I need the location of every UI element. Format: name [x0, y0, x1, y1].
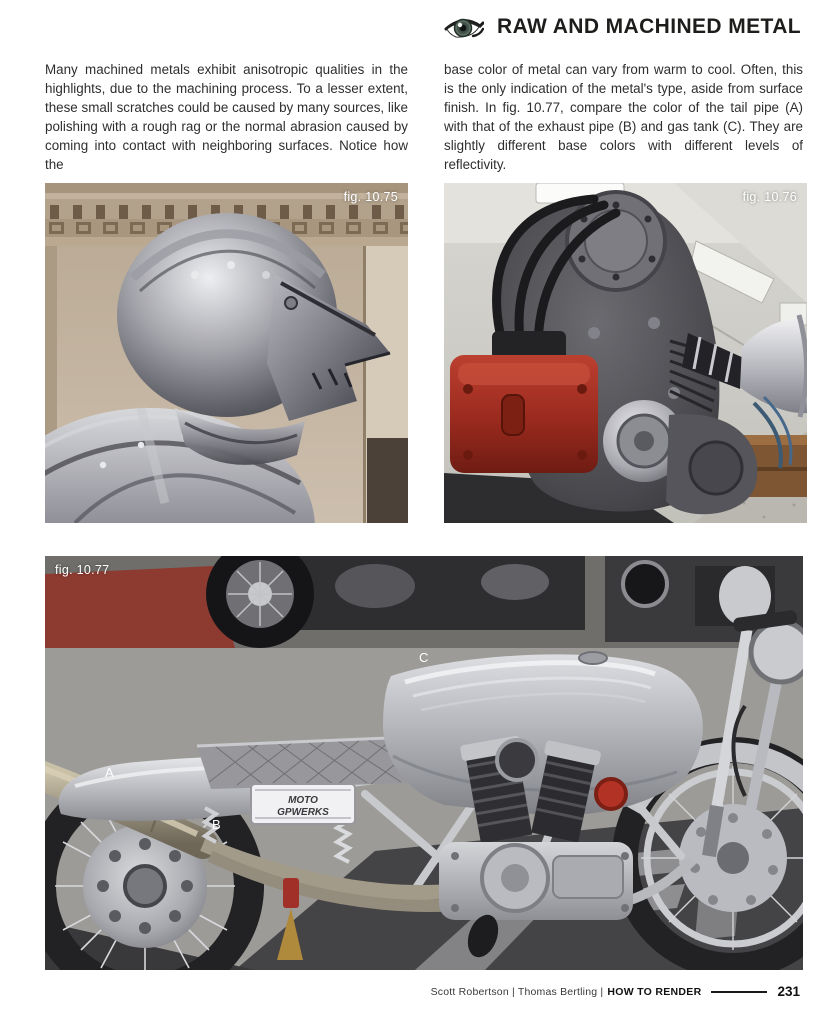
figure-label: fig. 10.75 [343, 190, 398, 204]
motorcycle-illustration [45, 556, 803, 970]
annotation-gas-tank: C [419, 650, 429, 665]
footer-authors: Scott Robertson | Thomas Bertling | [430, 985, 604, 998]
annotation-exhaust-pipe: B [212, 817, 221, 832]
figure-armor-photo [45, 183, 408, 523]
annotation-tail-pipe: A [105, 765, 114, 780]
body-text-left-column: Many machined metals exhibit anisotropic qualities in the highlights, due to the machining process. To a lesser extent, these small scratches could be caused by many sources, like polishing with a rough rag or the normal abrasion caused by coming into contact with neighboring surfaces. Notice how the [45, 62, 408, 172]
red-gearbox [450, 355, 598, 473]
red-stand [283, 878, 299, 908]
eye-icon [442, 12, 484, 42]
maker-plate [251, 784, 355, 824]
page-header [442, 12, 801, 42]
background-bikes [45, 556, 803, 648]
figure-engine-photo [444, 183, 807, 523]
figure-label: fig. 10.76 [742, 190, 797, 204]
plate-text-line2: GPWERKS [277, 807, 329, 818]
footer-book-title: HOW TO RENDER [607, 985, 702, 998]
page-title: RAW AND MACHINED METAL [497, 15, 801, 38]
armor-illustration [45, 183, 408, 523]
figure-motorcycle-photo [45, 556, 803, 970]
engine-illustration [444, 183, 807, 523]
figure-label: fig. 10.77 [55, 563, 110, 577]
page-footer [431, 984, 800, 999]
page-number: 231 [777, 984, 800, 999]
body-text-right-column: base color of metal can vary from warm to cool. Often, this is the only indication of the metal's type, aside from surface finish. In fig. 10.77, compare the color of the tail pipe (A) with that of the exhaust pipe (B) and gas tank (C). They are slightly different base colors with different levels of reflectivity. [444, 62, 803, 172]
footer-rule [711, 991, 767, 993]
plate-text-line1: MOTO [288, 795, 318, 806]
